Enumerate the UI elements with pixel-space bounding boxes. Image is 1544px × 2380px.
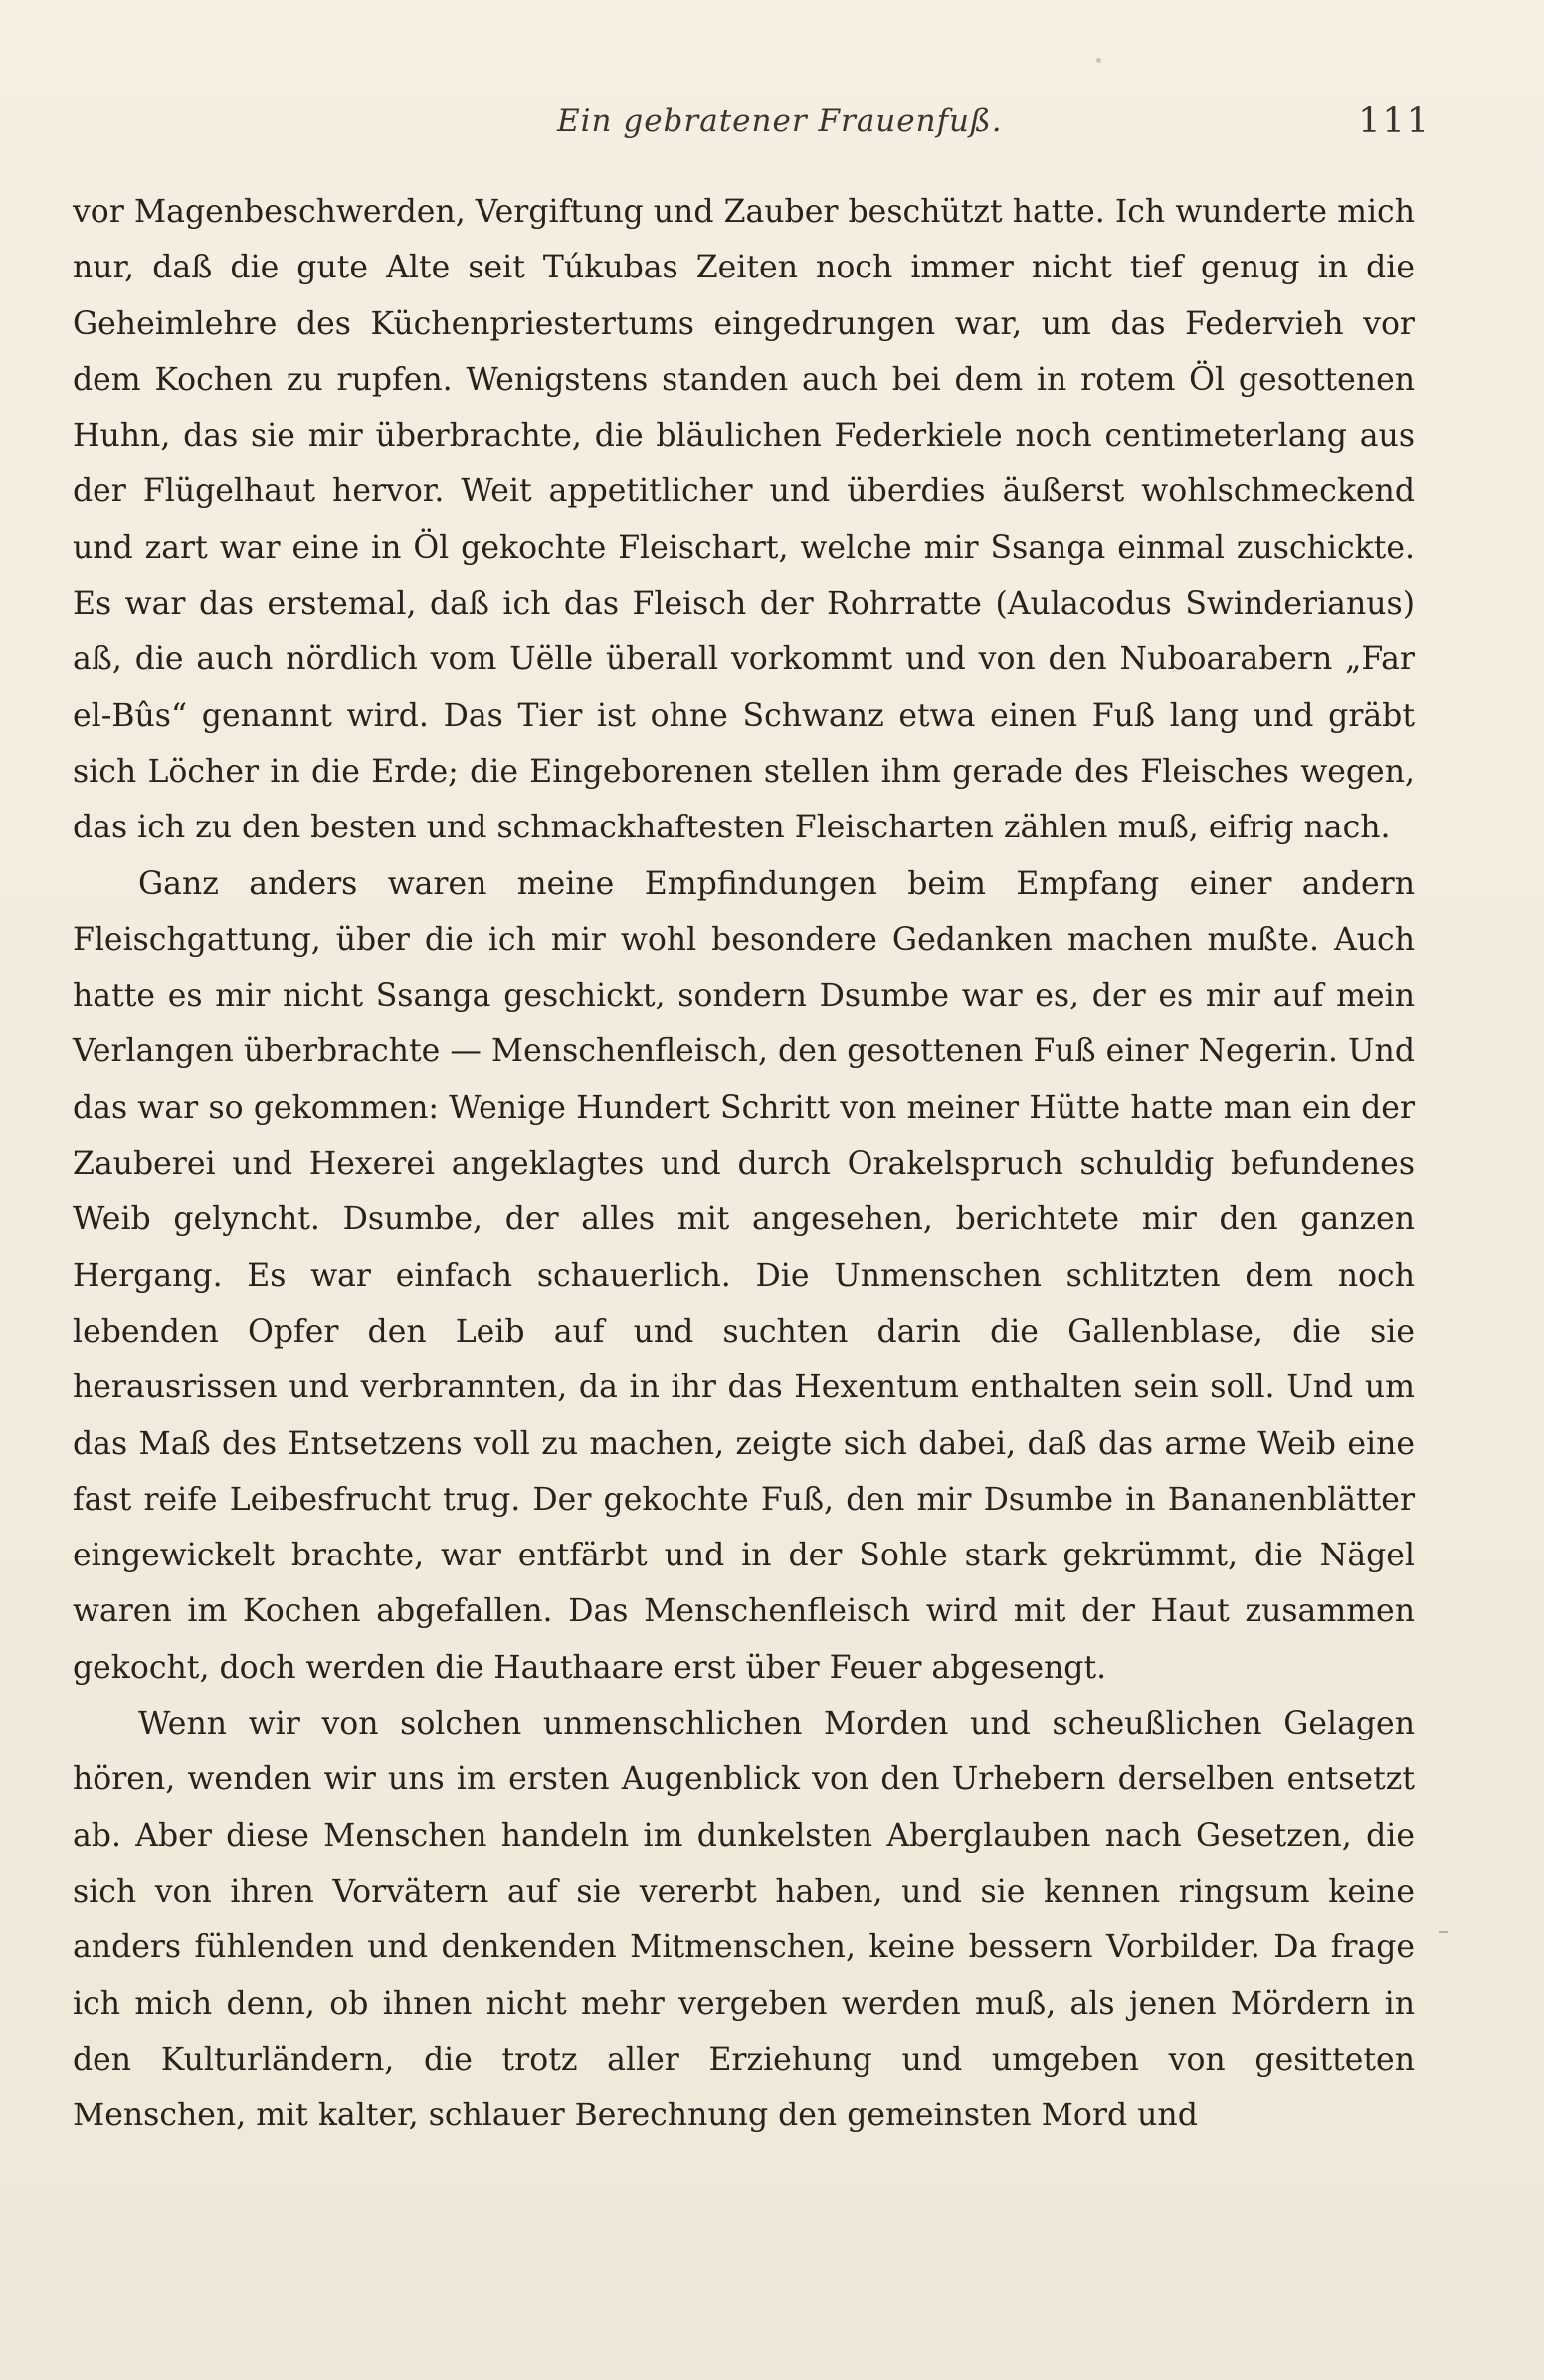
page-header	[557, 95, 1445, 155]
paragraph-2: Ganz anders waren meine Empfindungen beim Empfang einer andern Fleischgattung, über die ich mir wohl besondere Gedanken machen mußte. Auch hatte es mir nicht Ssanga geschickt, sondern Dsumbe war es, der es mir auf mein Verlangen überbrachte — Menschenfleisch, den gesottenen Fuß einer Negerin. Und das war so gekommen: Wenige Hundert Schritt von meiner Hütte hatte man ein der Zauberei und Hexerei angeklagtes und durch Orakelspruch schuldig befundenes Weib gelyncht. Dsumbe, der alles mit angesehen, berichtete mir den ganzen Hergang. Es war einfach schauerlich. Die Unmenschen schlitzten dem noch lebenden Opfer den Leib auf und suchten darin die Gallenblase, die sie herausrissen und verbrannten, da in ihr das Hexentum enthalten sein soll. Und um das Maß des Entsetzens voll zu machen, zeigte sich dabei, daß das arme Weib eine fast reife Leibesfrucht trug. Der gekochte Fuß, den mir Dsumbe in Bananenblätter eingewickelt brachte, war entfärbt und in der Sohle stark gekrümmt, die Nägel waren im Kochen abgefallen. Das Menschenfleisch wird mit der Haut zusammen gekocht, doch werden die Hauthaare erst über Feuer abgesengt.	[73, 865, 1415, 1686]
page-number: 111	[1358, 101, 1431, 141]
running-title: Ein gebratener Frauenfuß.	[557, 103, 1003, 139]
paragraph-3: Wenn wir von solchen unmenschlichen Morden und scheußlichen Gelagen hören, wenden wir uns im ersten Augenblick von den Urhebern derselben entsetzt ab. Aber diese Menschen handeln im dunkelsten Aberglauben nach Gesetzen, die sich von ihren Vorvätern auf sie vererbt haben, und sie kennen ringsum keine anders fühlenden und denkenden Mitmenschen, keine bessern Vorbilder. Da frage ich mich denn, ob ihnen nicht mehr vergeben werden muß, als jenen Mördern in den Kulturländern, die trotz aller Erziehung und umgeben von gesitteten Menschen, mit kalter, schlauer Berechnung den gemeinsten Mord und	[73, 1706, 1415, 2134]
paper-speck	[1096, 58, 1101, 63]
paragraph-1: vor Magenbeschwerden, Vergiftung und Zauber beschützt hatte. Ich wunderte mich nur, daß die gute Alte seit Túkubas Zeiten noch immer nicht tief genug in die Geheimlehre des Küchenpriestertums eingedrungen war, um das Federvieh vor dem Kochen zu rupfen. Wenigstens standen auch bei dem in rotem Öl gesottenen Huhn, das sie mir überbrachte, die bläulichen Federkiele noch centimeterlang aus der Flügelhaut hervor. Weit appetitlicher und überdies äußerst wohlschmeckend und zart war eine in Öl gekochte Fleischart, welche mir Ssanga einmal zuschickte. Es war das erstemal, daß ich das Fleisch der Rohrratte (Aulacodus Swinderianus) aß, die auch nördlich vom Uëlle überall vorkommt und von den Nuboarabern „Far el-Bûs“ genannt wird. Das Tier ist ohne Schwanz etwa einen Fuß lang und gräbt sich Löcher in die Erde; die Eingeborenen stellen ihm gerade des Fleisches wegen, das ich zu den besten und schmackhaftesten Fleischarten zählen muß, eifrig nach.	[73, 194, 1415, 846]
margin-mark	[1439, 1931, 1448, 1933]
body-text	[73, 184, 1415, 2143]
